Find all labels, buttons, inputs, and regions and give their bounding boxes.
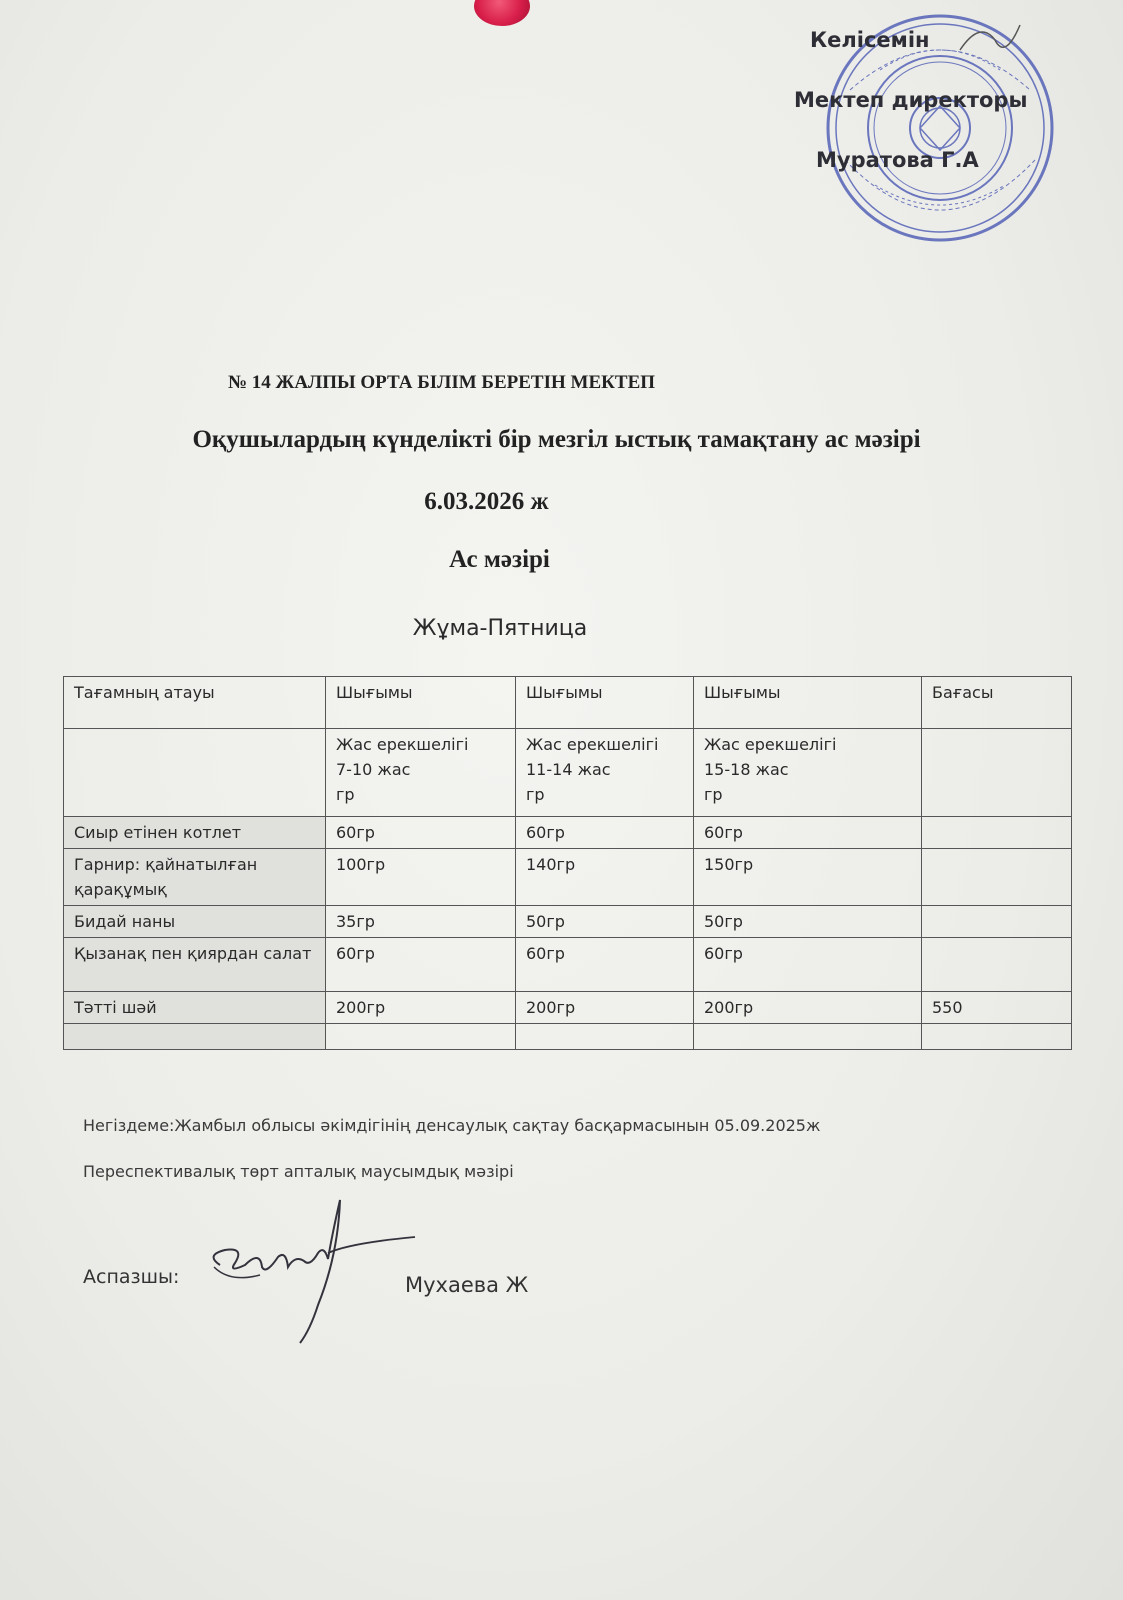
portion-cell: 50гр <box>694 906 922 938</box>
dish-name: Бидай наны <box>64 906 326 938</box>
portion-cell: 100гр <box>326 849 516 906</box>
portion-cell: 60гр <box>516 817 694 849</box>
table-header-row <box>64 677 1072 729</box>
menu-table <box>63 676 1072 1050</box>
price-cell <box>922 1024 1072 1050</box>
portion-cell <box>516 1024 694 1050</box>
column-header: Бағасы <box>922 677 1072 729</box>
age-group-label: Жас ерекшелігі <box>704 735 837 754</box>
column-header: Шығымы <box>326 677 516 729</box>
basis-note: Негіздеме:Жамбыл облысы әкімдігінің денсаулық сақтау басқармасынын 05.09.2025ж <box>83 1116 821 1135</box>
portion-cell: 200гр <box>516 992 694 1024</box>
age-group-label: Жас ерекшелігі <box>526 735 659 754</box>
table-row <box>64 817 1072 849</box>
portion-cell: 60гр <box>326 817 516 849</box>
approval-name: Муратова Г.А <box>816 148 979 172</box>
portion-cell: 35гр <box>326 906 516 938</box>
portion-cell <box>326 1024 516 1050</box>
portion-cell: 200гр <box>694 992 922 1024</box>
basis-note-continued: Переспективалық төрт апталық маусымдық мәзірі <box>83 1162 514 1181</box>
portion-cell <box>694 1024 922 1050</box>
portion-cell: 200гр <box>326 992 516 1024</box>
price-cell: 550 <box>922 992 1072 1024</box>
portion-cell: 60гр <box>326 938 516 992</box>
portion-cell: 60гр <box>694 938 922 992</box>
dish-name: Сиыр етінен котлет <box>64 817 326 849</box>
age-group-cell <box>326 729 516 817</box>
portion-cell: 50гр <box>516 906 694 938</box>
age-group-range: 7-10 жас <box>336 760 411 779</box>
cook-name: Мухаева Ж <box>405 1273 529 1297</box>
dish-name <box>64 1024 326 1050</box>
signature-icon <box>200 1195 430 1345</box>
dish-name: Тәтті шәй <box>64 992 326 1024</box>
table-row <box>64 849 1072 906</box>
age-group-cell <box>694 729 922 817</box>
age-group-unit: гр <box>336 785 355 804</box>
approval-block <box>780 10 1100 250</box>
age-group-row <box>64 729 1072 817</box>
table-row <box>64 1024 1072 1050</box>
table-cell <box>64 729 326 817</box>
dish-name: Қызанақ пен қиярдан салат <box>64 938 326 992</box>
weekday: Жұма-Пятница <box>412 616 588 641</box>
price-cell <box>922 938 1072 992</box>
price-cell <box>922 817 1072 849</box>
table-row <box>64 992 1072 1024</box>
price-cell <box>922 906 1072 938</box>
portion-cell: 60гр <box>694 817 922 849</box>
age-group-range: 15-18 жас <box>704 760 789 779</box>
menu-date: 6.03.2026 ж <box>424 488 549 515</box>
page-title: Оқушылардың күнделікті бір мезгіл ыстық тамақтану ас мәзірі <box>192 426 921 453</box>
age-group-unit: гр <box>704 785 723 804</box>
menu-label: Ас мәзірі <box>449 546 550 573</box>
portion-cell: 150гр <box>694 849 922 906</box>
column-header: Шығымы <box>516 677 694 729</box>
cook-label: Аспазшы: <box>83 1266 180 1288</box>
age-group-cell <box>516 729 694 817</box>
approval-role: Мектеп директоры <box>794 88 1028 112</box>
table-row <box>64 938 1072 992</box>
column-header: Шығымы <box>694 677 922 729</box>
approval-agreed: Келісемін <box>810 28 930 52</box>
portion-cell: 60гр <box>516 938 694 992</box>
table-cell <box>922 729 1072 817</box>
table-row <box>64 906 1072 938</box>
age-group-range: 11-14 жас <box>526 760 611 779</box>
price-cell <box>922 849 1072 906</box>
column-header: Тағамның атауы <box>64 677 326 729</box>
portion-cell: 140гр <box>516 849 694 906</box>
age-group-unit: гр <box>526 785 545 804</box>
school-name: № 14 ЖАЛПЫ ОРТА БІЛІМ БЕРЕТІН МЕКТЕП <box>227 372 656 393</box>
age-group-label: Жас ерекшелігі <box>336 735 469 754</box>
dish-name: Гарнир: қайнатылған қарақұмық <box>64 849 326 906</box>
